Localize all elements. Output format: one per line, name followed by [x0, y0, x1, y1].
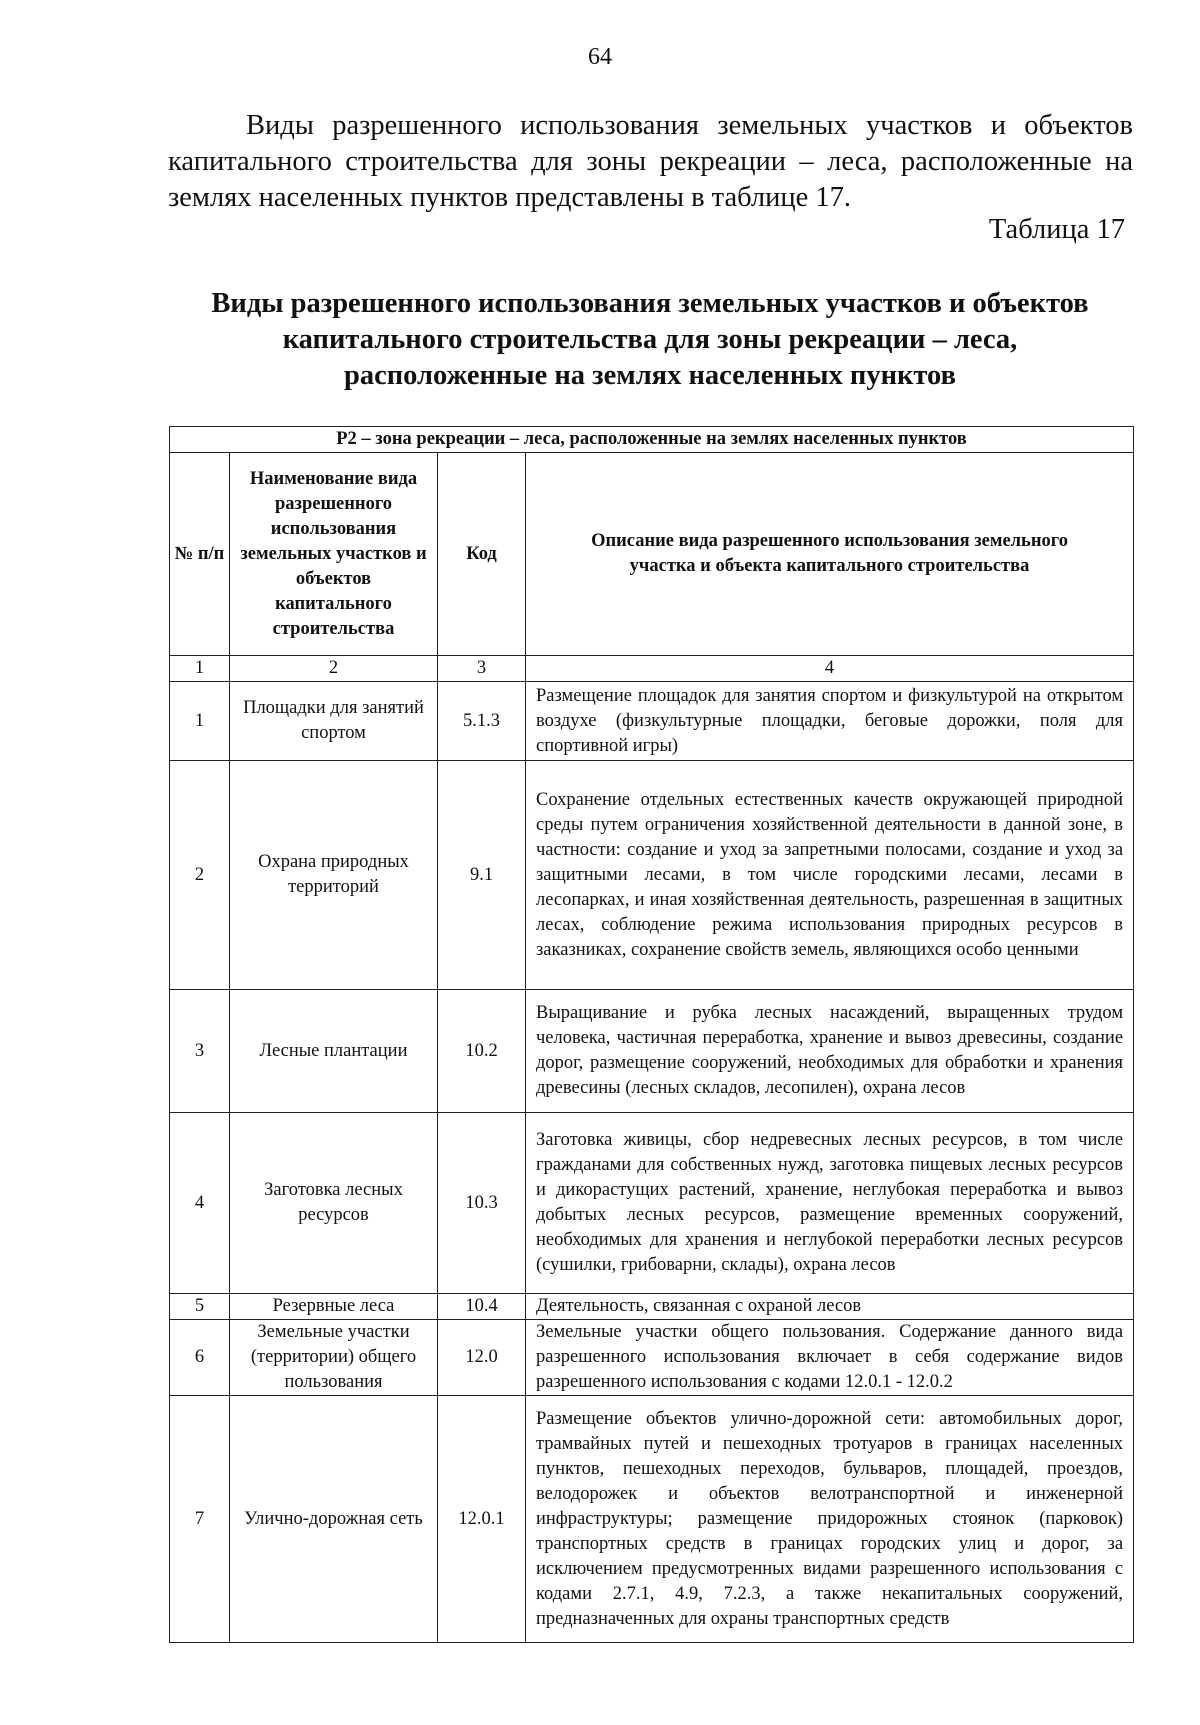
zone-header: Р2 – зона рекреации – леса, расположенные на землях населенных пунктов [170, 427, 1134, 453]
column-number-row [170, 656, 1134, 682]
table-row [170, 761, 1134, 990]
row-code: 5.1.3 [438, 682, 526, 761]
page-number: 64 [588, 44, 612, 70]
row-name: Резервные леса [230, 1294, 438, 1320]
row-num: 7 [170, 1396, 230, 1643]
table-row [170, 682, 1134, 761]
table-label: Таблица 17 [988, 214, 1125, 245]
row-code: 10.2 [438, 990, 526, 1113]
table-header-row [170, 453, 1134, 656]
row-num: 4 [170, 1113, 230, 1294]
row-num: 2 [170, 761, 230, 990]
row-description: Земельные участки общего пользования. Содержание данного вида разрешенного использования включает в себя содержание видов разрешенного использования с кодами 12.0.1 - 12.0.2 [526, 1320, 1134, 1396]
row-name: Земельные участки (территории) общего пользования [230, 1320, 438, 1396]
header-description: Описание вида разрешенного использования земельного участка и объекта капитального строительства [526, 453, 1134, 656]
header-name: Наименование вида разрешенного использования земельных участков и объектов капитального строительства [230, 453, 438, 656]
row-name: Лесные плантации [230, 990, 438, 1113]
row-num: 5 [170, 1294, 230, 1320]
land-use-table [169, 426, 1134, 1643]
row-name: Площадки для занятий спортом [230, 682, 438, 761]
column-number: 3 [438, 656, 526, 682]
row-description: Заготовка живицы, сбор недревесных лесных ресурсов, в том числе гражданами для собственных нужд, заготовка пищевых лесных ресурсов и дикорастущих растений, хранение, неглубокая переработка и вывоз добытых лесных ресурсов, размещение временных сооружений, необходимых для хранения и неглубокой переработки лесных ресурсов (сушилки, грибоварни, склады), охрана лесов [526, 1113, 1134, 1294]
title-line: Виды разрешенного использования земельных участков и объектов [211, 288, 1089, 319]
row-description: Выращивание и рубка лесных насаждений, выращенных трудом человека, частичная переработка, хранение и вывоз древесины, создание дорог, размещение сооружений, необходимых для обработки и хранения древесины (лесных складов, лесопилен), охрана лесов [526, 990, 1134, 1113]
row-code: 9.1 [438, 761, 526, 990]
column-number: 1 [170, 656, 230, 682]
intro-paragraph: Виды разрешенного использования земельных участков и объектов капитального строительства для зоны рекреации – леса, расположенные на землях населенных пунктов представлены в таблице 17. [168, 110, 1133, 213]
row-description: Деятельность, связанная с охраной лесов [526, 1294, 1134, 1320]
title-line: капитального строительства для зоны рекреации – леса, [282, 324, 1018, 355]
row-code: 10.4 [438, 1294, 526, 1320]
title-line: расположенные на землях населенных пунктов [344, 360, 956, 391]
table-row [170, 1396, 1134, 1643]
row-code: 10.3 [438, 1113, 526, 1294]
header-num: № п/п [170, 453, 230, 656]
row-num: 6 [170, 1320, 230, 1396]
table-row [170, 1320, 1134, 1396]
table-row [170, 1113, 1134, 1294]
row-num: 3 [170, 990, 230, 1113]
row-description: Размещение объектов улично-дорожной сети: автомобильных дорог, трамвайных путей и пешеходных тротуаров в границах населенных пунктов, пешеходных переходов, бульваров, площадей, проездов, велодорожек и объектов велотранспортной и инженерной инфраструктуры; размещение придорожных стоянок (парковок) транспортных средств в границах городских улиц и дорог, за исключением предусмотренных видами разрешенного использования с кодами 2.7.1, 4.9, 7.2.3, а также некапитальных сооружений, предназначенных для охраны транспортных средств [526, 1396, 1134, 1643]
column-number: 2 [230, 656, 438, 682]
row-name: Заготовка лесных ресурсов [230, 1113, 438, 1294]
row-num: 1 [170, 682, 230, 761]
column-number: 4 [526, 656, 1134, 682]
row-name: Улично-дорожная сеть [230, 1396, 438, 1643]
row-code: 12.0 [438, 1320, 526, 1396]
row-description: Размещение площадок для занятия спортом и физкультурой на открытом воздухе (физкультурные площадки, беговые дорожки, поля для спортивной игры) [526, 682, 1134, 761]
row-name: Охрана природных территорий [230, 761, 438, 990]
header-code: Код [438, 453, 526, 656]
zone-header-row [170, 427, 1134, 453]
table-row [170, 1294, 1134, 1320]
document-title [120, 286, 1180, 394]
row-code: 12.0.1 [438, 1396, 526, 1643]
table-row [170, 990, 1134, 1113]
row-description: Сохранение отдельных естественных качеств окружающей природной среды путем ограничения хозяйственной деятельности в данной зоне, в частности: создание и уход за запретными полосами, создание и уход за защитными лесами, в том числе городскими лесами, лесами в лесопарках, и иная хозяйственная деятельность, разрешенная в защитных лесах, соблюдение режима использования природных ресурсов в заказниках, сохранение свойств земель, являющихся особо ценными [526, 761, 1134, 990]
